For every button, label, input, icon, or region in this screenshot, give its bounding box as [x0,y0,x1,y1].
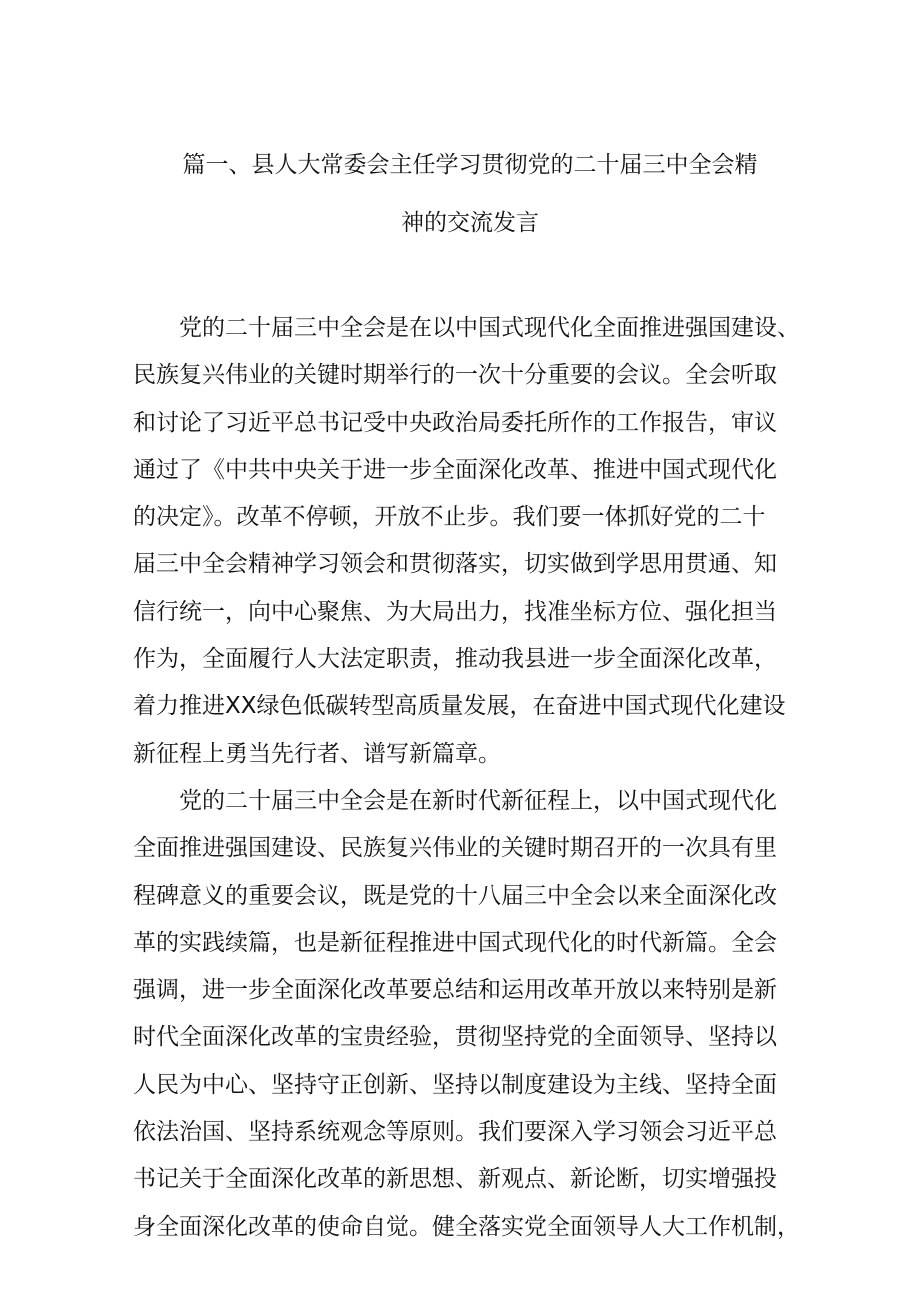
paragraph-1-line: 党的二十届三中全会是在以中国式现代化全面推进强国建设、 [179,315,800,341]
paragraph-2-line: 书记关于全面深化改革的新思想、新观点、新论断，切实增强投 [133,1166,777,1193]
paragraph-2-line: 人民为中心、坚持守正创新、坚持以制度建设为主线、坚持全面 [133,1071,777,1098]
paragraph-2-line: 革的实践续篇，也是新征程推进中国式现代化的时代新篇。全会 [133,929,777,956]
paragraph-1-line: 民族复兴伟业的关键时期举行的一次十分重要的会议。全会听取 [133,362,777,389]
paragraph-1-line: 新征程上勇当先行者、谱写新篇章。 [133,740,501,767]
paragraph-1-line: 和讨论了习近平总书记受中央政治局委托所作的工作报告，审议 [133,409,777,436]
paragraph-2-line: 党的二十届三中全会是在新时代新征程上，以中国式现代化 [179,787,777,814]
paragraph-1-line: 着力推进XX绿色低碳转型高质量发展，在奋进中国式现代化建设 [133,693,786,720]
paragraph-2-line: 时代全面深化改革的宝贵经验，贯彻坚持党的全面领导、坚持以 [133,1024,777,1051]
document-title-line-2: 神的交流发言 [401,210,539,236]
paragraph-1-line: 的决定》。改革不停顿，开放不止步。我们要一体抓好党的二十 [133,504,766,531]
paragraph-1-line: 届三中全会精神学习领会和贯彻落实，切实做到学思用贯通、知 [133,551,777,578]
paragraph-1-line: 通过了《中共中央关于进一步全面深化改革、推进中国式现代化 [133,456,777,483]
document-title-line-1: 篇一、县人大常委会主任学习贯彻党的二十届三中全会精 [182,152,758,178]
paragraph-2-line: 程碑意义的重要会议，既是党的十八届三中全会以来全面深化改 [133,882,777,909]
paragraph-2-line: 强调，进一步全面深化改革要总结和运用改革开放以来特别是新 [133,977,777,1004]
paragraph-1-line: 作为，全面履行人大法定职责，推动我县进一步全面深化改革， [133,646,777,673]
paragraph-2-line: 依法治国、坚持系统观念等原则。我们要深入学习领会习近平总 [133,1119,777,1146]
paragraph-2-line: 身全面深化改革的使命自觉。健全落实党全面领导人大工作机制， [133,1213,800,1240]
paragraph-2-line: 全面推进强国建设、民族复兴伟业的关键时期召开的一次具有里 [133,835,777,862]
paragraph-1-line: 信行统一，向中心聚焦、为大局出力，找准坐标方位、强化担当 [133,598,777,625]
document-body [133,305,805,1251]
